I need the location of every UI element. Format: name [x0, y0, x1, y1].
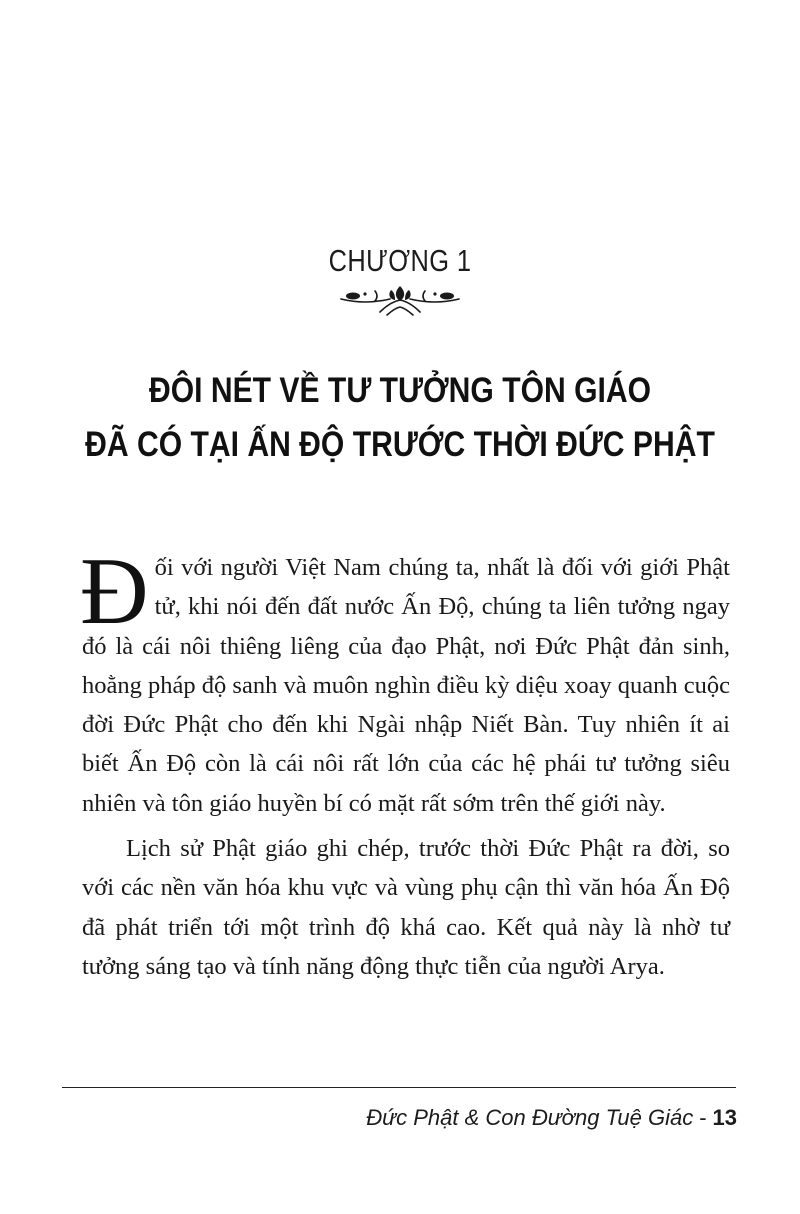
running-footer-title: Đức Phật & Con Đường Tuệ Giác — [366, 1105, 694, 1130]
drop-cap: Đ — [80, 538, 149, 644]
page-number: 13 — [712, 1105, 737, 1130]
chapter-title-line-1: ĐÔI NÉT VỀ TƯ TƯỞNG TÔN GIÁO — [148, 371, 652, 410]
paragraph-2: Lịch sử Phật giáo ghi chép, trước thời Đức Phật ra đời, so với các nền văn hóa khu vực và vùng phụ cận thì văn hóa Ấn Độ đã phát triển tới một trình độ khá cao. Kết quả này là nhờ tư tưởng sáng tạo và tính năng động thực tiễn của người Arya. — [82, 835, 730, 980]
body-text — [80, 538, 730, 986]
floral-divider-icon — [335, 282, 465, 318]
footer-divider — [62, 1087, 736, 1088]
chapter-title-line-2: ĐÃ CÓ TẠI ẤN ĐỘ TRƯỚC THỜI ĐỨC PHẬT — [85, 425, 715, 464]
chapter-title — [0, 364, 800, 472]
page-footer — [366, 1105, 737, 1131]
paragraph-1 — [80, 538, 730, 823]
chapter-label: CHƯƠNG 1 — [328, 243, 472, 278]
paragraph-1-text: ối với người Việt Nam chúng ta, nhất là đối với giới Phật tử, khi nói đến đất nước Ấn Độ, chúng ta liên tưởng ngay đó là cái nôi thiêng liêng của đạo Phật, nơi Đức Phật đản sinh, hoằng pháp độ sanh và muôn nghìn điều kỳ diệu xoay quanh cuộc đời Đức Phật cho đến khi Ngài nhập Niết Bàn. Tuy nhiên ít ai biết Ấn Độ còn là cái nôi rất lớn của các hệ phái tư tưởng siêu nhiên và tôn giáo huyền bí có mặt rất sớm trên thế giới này. — [82, 554, 730, 817]
footer-separator: - — [699, 1105, 707, 1130]
